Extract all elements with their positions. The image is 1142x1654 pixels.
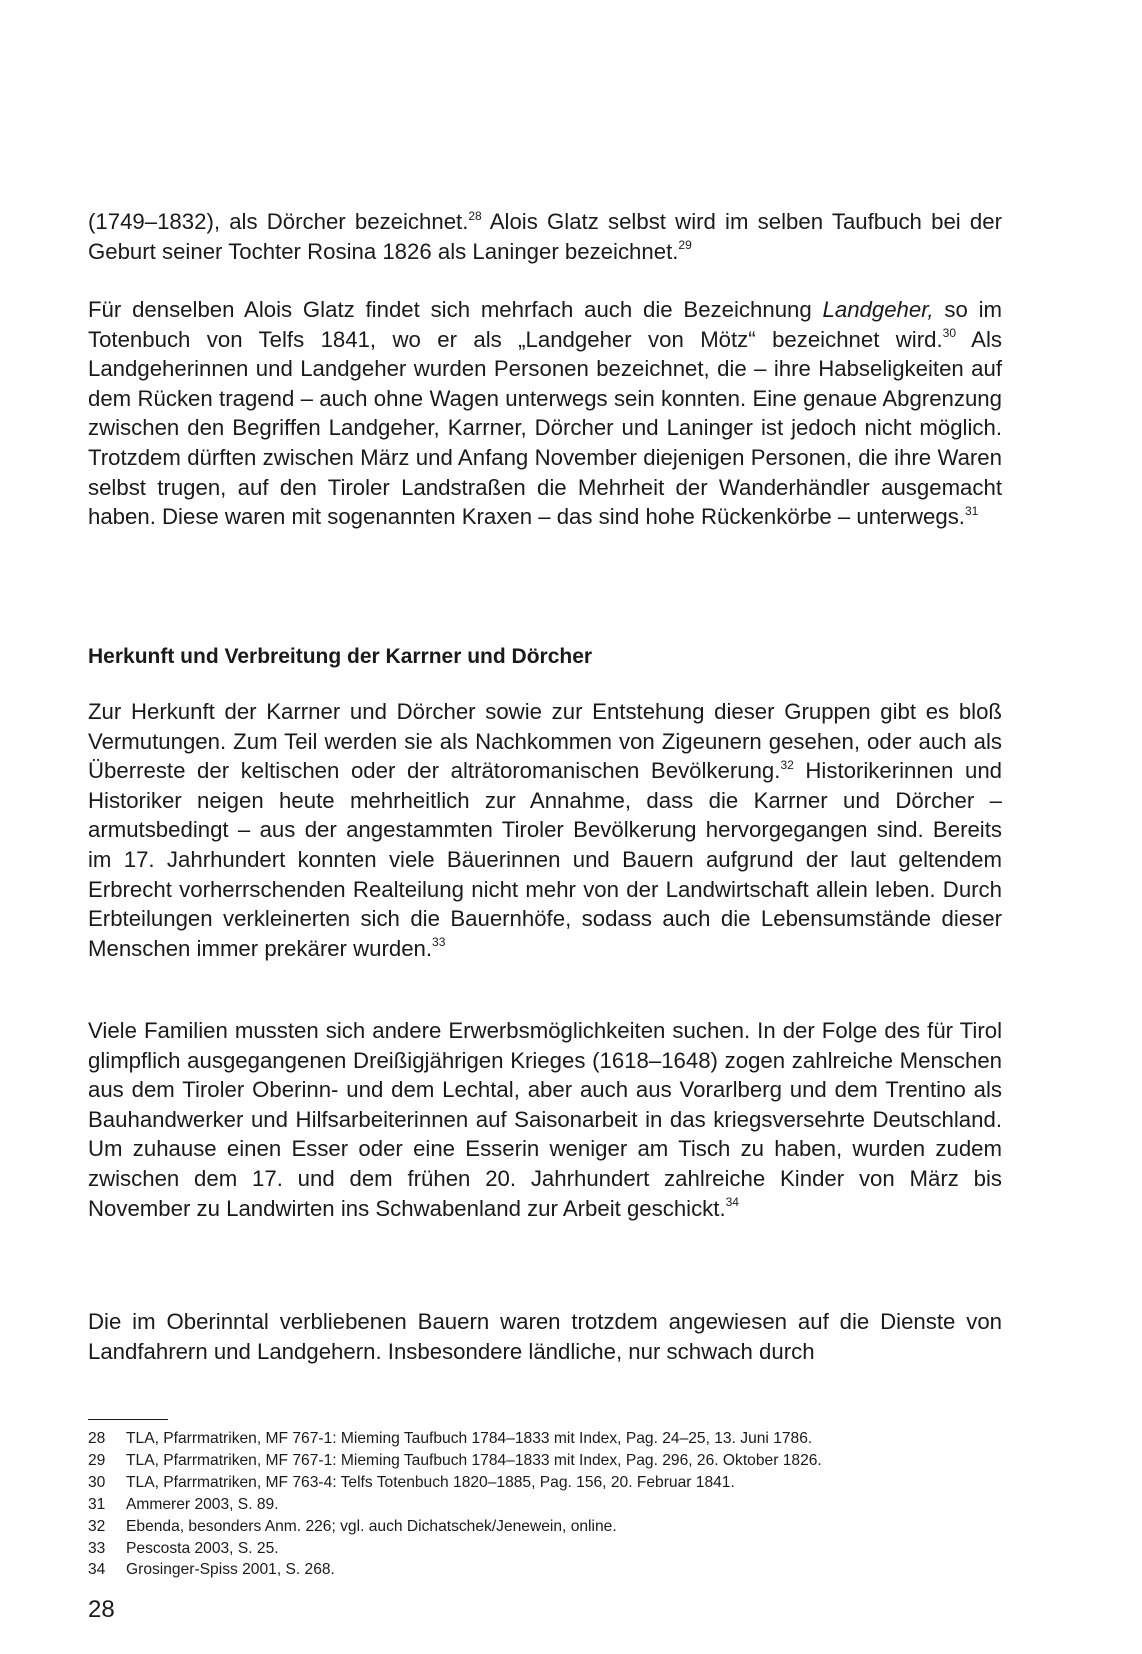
paragraph-5-text-a: Die im Oberinntal verbliebenen Bauern waren trotzdem angewiesen auf die Dienste von Landfahrern und Landgehern. Insbesondere ländliche, nur schwach durch [88, 1309, 1002, 1364]
footnote-item [88, 1494, 988, 1516]
footnote-item [88, 1516, 988, 1538]
footnote-item [88, 1472, 988, 1494]
footnotes-list [88, 1428, 988, 1581]
section-heading: Herkunft und Verbreitung der Karrner und Dörcher [88, 645, 593, 668]
paragraph-3-text-b: Historikerinnen und Historiker neigen heute mehrheitlich zur Annahme, dass die Karrner und Dörcher – armutsbedingt – aus der angestammten Tiroler Bevölkerung hervorgegangen sind. Bereits im 17. Jahrhundert konnten viele Bäuerinnen und Bauern aufgrund der laut geltendem Erbrecht vorherrschenden Realteilung nicht mehr von der Landwirtschaft allein leben. Durch Erbteilungen verkleinerten sich die Bauernhöfe, sodass auch die Lebensumstände dieser Menschen immer prekärer wurden. [88, 758, 1002, 961]
footnote-number: 32 [88, 1517, 106, 1535]
footnote-text: TLA, Pfarrmatriken, MF 767-1: Mieming Taufbuch 1784–1833 mit Index, Pag. 296, 26. Oktober 1826. [126, 1451, 822, 1469]
footnote-text: Ebenda, besonders Anm. 226; vgl. auch Dichatschek/Jenewein, online. [126, 1517, 617, 1535]
footnote-divider [88, 1419, 168, 1420]
footnote-ref-32[interactable]: 32 [780, 757, 794, 772]
paragraph-4 [88, 1016, 1002, 1223]
footnote-ref-34[interactable]: 34 [725, 1195, 739, 1210]
footnote-number: 33 [88, 1539, 106, 1557]
paragraph-2-italic-term: Landgeher, [822, 297, 934, 322]
footnote-number: 29 [88, 1451, 106, 1469]
footnote-number: 30 [88, 1473, 106, 1491]
footnote-ref-33[interactable]: 33 [432, 935, 446, 950]
paragraph-4-text-a: Viele Familien mussten sich andere Erwerbsmöglichkeiten suchen. In der Folge des für Tirol glimpflich ausgegangenen Dreißigjährigen Krieges (1618–1648) zogen zahlreiche Menschen aus dem Tiroler Oberinn- und dem Lechtal, aber auch aus Vorarlberg und dem Trentino als Bauhandwerker und Hilfsarbeiterinnen auf Saisonarbeit in das kriegsversehrte Deutschland. Um zuhause einen Esser oder eine Esserin weniger am Tisch zu haben, wurden zudem zwischen dem 17. und dem frühen 20. Jahrhundert zahlreiche Kinder von März bis November zu Landwirten ins Schwabenland zur Arbeit geschickt. [88, 1018, 1002, 1221]
footnote-text: Grosinger-Spiss 2001, S. 268. [126, 1561, 335, 1579]
footnote-item [88, 1450, 988, 1472]
footnote-item [88, 1428, 988, 1450]
paragraph-2-text-b: so im Totenbuch von Telfs 1841, wo er als „Landgeher von Mötz“ bezeichnet wird. [88, 297, 1002, 352]
footnote-text: TLA, Pfarrmatriken, MF 763-4: Telfs Totenbuch 1820–1885, Pag. 156, 20. Februar 1841. [126, 1473, 735, 1491]
footnote-ref-30[interactable]: 30 [942, 326, 956, 341]
paragraph-2-text-c: Als Landgeherinnen und Landgeher wurden Personen bezeichnet, die – ihre Habseligkeiten auf dem Rücken tragend – auch ohne Wagen unterwegs sein konnten. Eine genaue Abgrenzung zwischen den Begriffen Landgeher, Karrner, Dörcher und Laninger ist jedoch nicht möglich. Trotzdem dürften zwischen März und Anfang November diejenigen Personen, die ihre Waren selbst trugen, auf den Tiroler Landstraßen die Mehrheit der Wanderhändler ausgemacht haben. Diese waren mit sogenannten Kraxen – das sind hohe Rückenkörbe – unterwegs. [88, 326, 1002, 530]
paragraph-1-text-b: Alois Glatz selbst wird im selben Taufbuch bei der Geburt seiner Tochter Rosina 1826 als Laninger bezeichnet. [88, 209, 1002, 264]
footnote-number: 34 [88, 1561, 106, 1579]
paragraph-3-text-a: Zur Herkunft der Karrner und Dörcher sowie zur Entstehung dieser Gruppen gibt es bloß Vermutungen. Zum Teil werden sie als Nachkommen von Zigeunern gesehen, oder auch als Überreste der keltischen oder der alträtoromanischen Bevölkerung. [88, 699, 1002, 784]
footnote-ref-29[interactable]: 29 [678, 238, 692, 253]
footnote-ref-31[interactable]: 31 [964, 503, 979, 518]
paragraph-2 [88, 295, 1002, 532]
paragraph-5 [88, 1307, 1002, 1366]
page-number: 28 [88, 1596, 115, 1623]
paragraph-3 [88, 697, 1002, 963]
paragraph-1-text-a: (1749–1832), als Dörcher bezeichnet. [88, 209, 469, 234]
paragraph-2-text-a: Für denselben Alois Glatz findet sich mehrfach auch die Bezeichnung [88, 297, 823, 322]
footnote-text: Ammerer 2003, S. 89. [126, 1495, 279, 1513]
footnote-item [88, 1538, 988, 1560]
footnote-item [88, 1559, 988, 1581]
footnote-number: 31 [88, 1495, 106, 1513]
paragraph-1 [88, 207, 1002, 266]
footnote-ref-28[interactable]: 28 [468, 208, 482, 223]
footnote-number: 28 [88, 1430, 106, 1447]
footnote-text: Pescosta 2003, S. 25. [126, 1539, 279, 1557]
footnote-text: TLA, Pfarrmatriken, MF 767-1: Mieming Taufbuch 1784–1833 mit Index, Pag. 24–25, 13. Juni 1786. [126, 1430, 813, 1447]
